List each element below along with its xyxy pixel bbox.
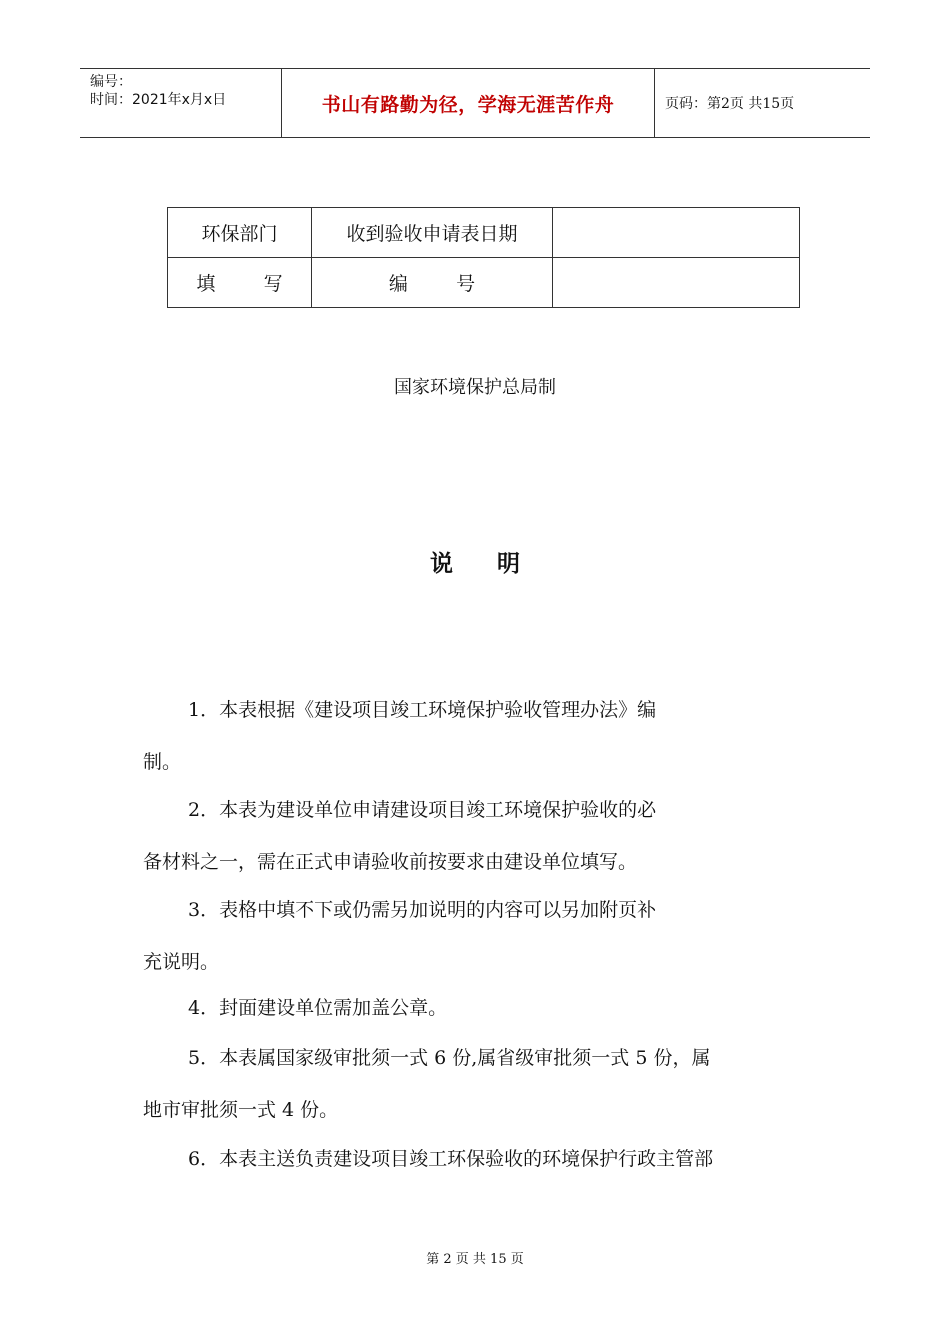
table-row xyxy=(168,258,800,308)
instruction-item xyxy=(143,1032,813,1136)
instruction-line: 1．本表根据《建设项目竣工环境保护验收管理办法》编 xyxy=(188,699,657,721)
instruction-line: 2．本表为建设单位申请建设项目竣工环境保护验收的必 xyxy=(188,799,657,821)
instruction-item xyxy=(143,884,813,988)
instruction-line: 备材料之一，需在正式申请验收前按要求由建设单位填写。 xyxy=(143,851,638,873)
instruction-line: 3．表格中填不下或仍需另加说明的内容可以另加附页补 xyxy=(188,899,657,921)
receipt-date-label: 收到验收申请表日期 xyxy=(312,208,553,258)
serial-number-label: 编 号 xyxy=(312,258,553,308)
instruction-line: 充说明。 xyxy=(143,951,220,973)
instruction-line: 5．本表属国家级审批须一式 6 份,属省级审批须一式 5 份，属 xyxy=(188,1047,711,1069)
header-motto-cell xyxy=(281,69,655,137)
instruction-line: 制。 xyxy=(143,751,182,773)
instruction-line: 4．封面建设单位需加盖公章。 xyxy=(188,997,448,1019)
instruction-line: 地市审批须一式 4 份。 xyxy=(143,1099,339,1121)
header-motto: 书山有路勤为径，学海无涯苦作舟 xyxy=(321,93,615,116)
section-title-char: 说 xyxy=(429,551,453,577)
page-footer: 第 2 页 共 15 页 xyxy=(426,1252,524,1267)
header-page-info: 页码：第2页 共15页 xyxy=(665,96,795,112)
receipt-date-value[interactable] xyxy=(553,208,800,258)
issuing-bureau: 国家环境保护总局制 xyxy=(394,377,556,398)
instruction-item xyxy=(143,1133,813,1185)
document-date: 时间：2021年x月x日 xyxy=(90,92,227,108)
page-header xyxy=(80,68,870,138)
serial-number-value[interactable] xyxy=(553,258,800,308)
fill-in-label: 填 写 xyxy=(168,258,312,308)
document-number-label: 编号： xyxy=(90,74,132,90)
instruction-item xyxy=(143,684,813,788)
epa-fill-table xyxy=(167,207,800,308)
instruction-line: 6．本表主送负责建设项目竣工环保验收的环境保护行政主管部 xyxy=(188,1148,714,1170)
section-title xyxy=(0,545,950,578)
epa-department-label: 环保部门 xyxy=(168,208,312,258)
section-title-char: 明 xyxy=(497,551,520,577)
instruction-item xyxy=(143,982,813,1034)
instruction-item xyxy=(143,784,813,888)
header-meta xyxy=(80,69,281,137)
header-page-cell xyxy=(655,69,870,137)
table-row xyxy=(168,208,800,258)
